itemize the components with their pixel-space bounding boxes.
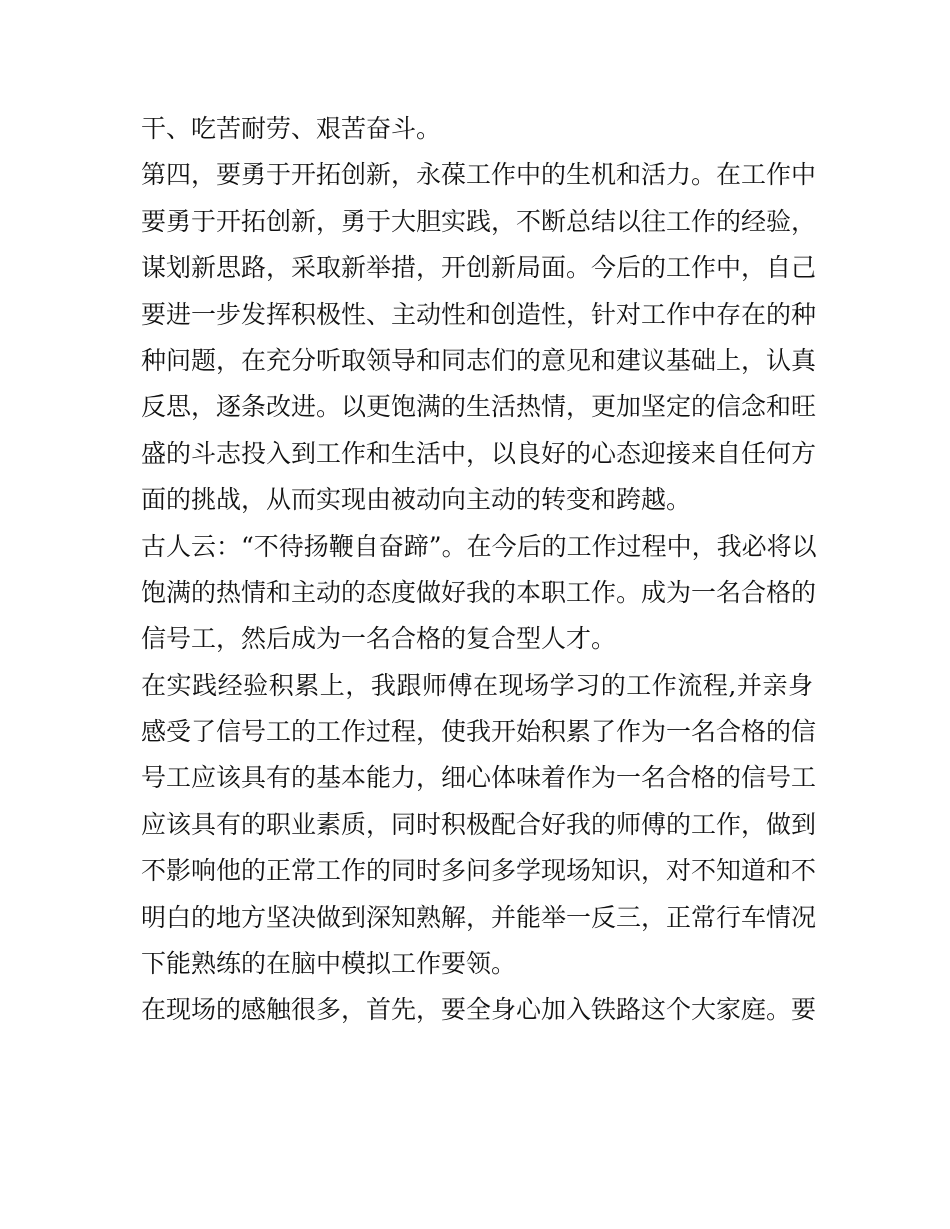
text-line: 种问题，在充分听取领导和同志们的意见和建议基础上，认真 <box>141 345 817 375</box>
text-line: 古人云：“不待扬鞭自奋蹄”。在今后的工作过程中，我必将以 <box>141 531 817 561</box>
text-line: 下能熟练的在脑中模拟工作要领。 <box>141 949 517 979</box>
body-text <box>141 106 817 1034</box>
text-line: 第四，要勇于开拓创新，永葆工作中的生机和活力。在工作中 <box>141 160 817 190</box>
text-line: 干、吃苦耐劳、艰苦奋斗。 <box>141 114 442 143</box>
text-line: 面的挑战，从而实现由被动向主动的转变和跨越。 <box>141 485 692 515</box>
text-line: 在实践经验积累上，我跟师傅在现场学习的工作流程,并亲身 <box>141 670 813 700</box>
paragraph-2 <box>141 152 817 523</box>
paragraph-4 <box>141 663 817 988</box>
text-line: 要勇于开拓创新，勇于大胆实践，不断总结以往工作的经验， <box>141 206 817 236</box>
text-line: 反思，逐条改进。以更饱满的生活热情，更加坚定的信念和旺 <box>141 392 817 422</box>
text-line: 谋划新思路，采取新举措，开创新局面。今后的工作中，自己 <box>141 253 817 283</box>
text-line: 号工应该具有的基本能力，细心体味着作为一名合格的信号工 <box>141 763 817 793</box>
paragraph-1 <box>141 106 813 152</box>
text-line: 明白的地方坚决做到深知熟解，并能举一反三，正常行车情况 <box>141 902 817 932</box>
text-line: 饱满的热情和主动的态度做好我的本职工作。成为一名合格的 <box>141 577 817 607</box>
text-line: 感受了信号工的工作过程，使我开始积累了作为一名合格的信 <box>141 717 817 747</box>
text-line: 要进一步发挥积极性、主动性和创造性，针对工作中存在的种 <box>141 299 817 329</box>
text-line: 在现场的感触很多，首先，要全身心加入铁路这个大家庭。要 <box>141 995 817 1025</box>
paragraph-3 <box>141 524 817 663</box>
text-line: 不影响他的正常工作的同时多问多学现场知识，对不知道和不 <box>141 856 817 886</box>
text-line: 盛的斗志投入到工作和生活中，以良好的心态迎接来自任何方 <box>141 438 817 468</box>
text-line: 应该具有的职业素质，同时积极配合好我的师傅的工作，做到 <box>141 809 817 839</box>
paragraph-5 <box>141 987 817 1033</box>
text-line: 信号工，然后成为一名合格的复合型人才。 <box>141 624 617 654</box>
